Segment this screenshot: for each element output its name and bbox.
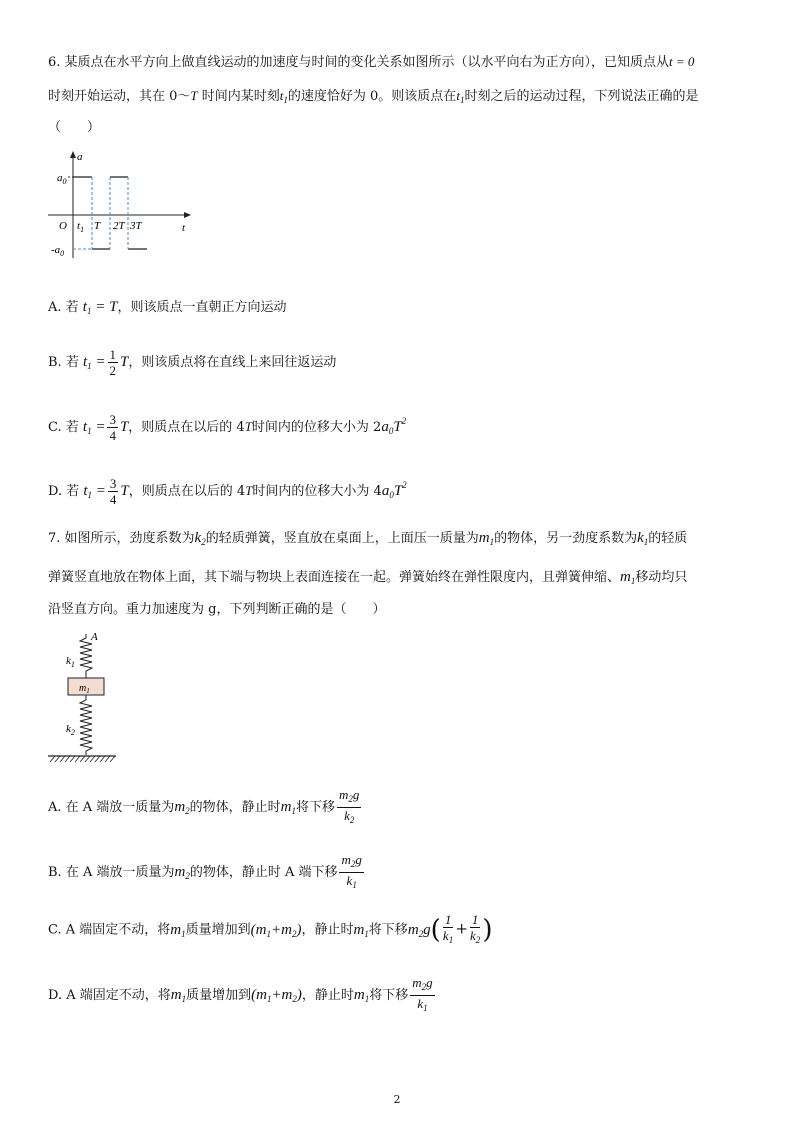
option-text: ，则该质点将在直线上来回往返运动 <box>128 355 337 370</box>
ground-hatch <box>50 756 115 762</box>
option-text: 时间内的位移大小为 4 <box>252 484 382 499</box>
fraction: $\frac{1}{2}$ <box>109 347 117 378</box>
math: $t_1$ = <box>83 483 106 500</box>
math-t1: $t_1$ <box>456 88 465 105</box>
math: T <box>245 483 253 498</box>
math: $m_1$ <box>280 799 297 816</box>
q7-text: 弹簧竖直地放在物体上面，其下端与物块上表面连接在一起。弹簧始终在弹性限度内，且弹簧伸缩、 <box>48 570 621 585</box>
fraction: $\frac{1}{k_1}$ <box>442 912 454 945</box>
q6-text: 6. 某质点在水平方向上做直线运动的加速度与时间的变化关系如图所示（以水平向右为正方向），已知质点从 <box>48 55 670 70</box>
label-neg-a0: $-a_0$ <box>51 244 65 258</box>
math: T <box>119 419 129 435</box>
q7-text: 7. 如图所示，劲度系数为 <box>48 531 195 546</box>
option-text: ，静止时 <box>301 988 354 1003</box>
q6-option-c[interactable] <box>48 411 406 443</box>
option-text: 质量增加到 <box>185 922 251 938</box>
math-m1: $m_1$ <box>478 530 495 547</box>
option-label: D. 若 <box>48 484 80 499</box>
math-m1: $m_1$ <box>620 569 636 586</box>
fraction: $\frac{m_2g}{k_1}$ <box>341 852 362 890</box>
option-text: D. A 端固定不动，将 <box>48 988 171 1003</box>
math-T: T <box>190 88 198 103</box>
paren-close: ) <box>482 915 493 945</box>
t-axis-arrow <box>184 212 191 218</box>
math: $m_2$ <box>174 799 190 816</box>
math-t-eq-0: t = 0 <box>669 54 695 69</box>
math: $t_1$ = <box>82 354 106 371</box>
option-text: ，则质点在以后的 4 <box>128 484 246 499</box>
label-t1: $t_1$ <box>77 220 85 234</box>
option-label: A. 若 <box>48 300 79 315</box>
option-text: ，静止时 <box>301 922 354 938</box>
option-text: 的物体，静止时 A 端下移 <box>189 865 338 880</box>
option-text: B. 在 A 端放一质量为 <box>48 865 175 880</box>
label-m1: $m_1$ <box>79 683 90 695</box>
math: $t_1$ = <box>82 419 106 436</box>
label-a0: $a_0$ <box>57 172 67 186</box>
origin-label: O <box>59 220 67 232</box>
option-text: A. 在 A 端放一质量为 <box>48 800 175 815</box>
q6-answer-paren: （ ） <box>48 120 101 135</box>
label-3T: 3T <box>130 220 142 232</box>
option-text: 的物体，静止时 <box>189 800 281 815</box>
option-text: 将下移 <box>296 800 336 815</box>
math: $(m_1+m_2)$ <box>251 987 302 1004</box>
label-T: T <box>94 220 101 232</box>
q7-option-c[interactable]: C. A 端固定不动，将$m_1$质量增加到$(m_1+m_2)$，静止时$m_1$将下移$m_2g$( $\frac{1}{k_1}$ + $\frac{1}{k_2}$ ) <box>48 912 493 948</box>
acceleration-time-graph <box>44 148 204 264</box>
q7-option-a[interactable] <box>48 787 363 828</box>
spring-mass-figure <box>44 628 128 764</box>
label-A: A <box>91 631 98 643</box>
q6-option-b[interactable] <box>48 347 336 378</box>
math: $m_1$ <box>170 921 186 939</box>
q6-option-d[interactable] <box>48 475 407 507</box>
fraction: $\frac{1}{k_2}$ <box>470 912 481 945</box>
q6-text: 时刻之后的运动过程，下列说法正确的是 <box>464 89 699 104</box>
math: $a_0T^2$ <box>381 480 407 500</box>
q7-text: 的轻质 <box>648 531 688 546</box>
math: T <box>244 419 252 434</box>
math: T <box>120 483 129 499</box>
fraction: $\frac{3}{4}$ <box>109 476 117 507</box>
q6-line-2 <box>48 86 698 110</box>
option-text: 将下移 <box>368 922 408 938</box>
math: $m_1$ <box>353 921 369 939</box>
math: $t_1 = T$ <box>82 299 118 316</box>
math: T <box>120 354 129 370</box>
label-2T: 2T <box>113 220 125 232</box>
math: $m_2$ <box>174 864 190 881</box>
fraction: $\frac{3}{4}$ <box>109 412 116 443</box>
q7-line-2 <box>48 567 687 591</box>
option-text: 时间内的位移大小为 2 <box>251 420 382 435</box>
q7-text: 移动均只 <box>635 570 688 585</box>
q6-text: 时间内某时刻 <box>197 89 280 104</box>
q6-text: 时刻开始运动，其在 0～ <box>48 89 191 104</box>
math: $m_2g$ <box>407 921 431 939</box>
option-label: C. 若 <box>48 420 79 435</box>
q7-line-3: 沿竖直方向。重力加速度为 g，下列判断正确的是（ ） <box>48 602 386 617</box>
q7-text: 的轻质弹簧，竖直放在桌面上，上面压一质量为 <box>205 531 479 546</box>
math-k2: $k_2$ <box>194 530 206 547</box>
label-k1: $k_1$ <box>66 655 75 669</box>
math: $m_1$ <box>353 987 370 1004</box>
q7-option-d[interactable] <box>48 975 437 1016</box>
q6-line-1 <box>48 52 694 73</box>
math: $a_0T^2$ <box>381 416 407 436</box>
a-axis-arrow <box>70 151 76 158</box>
fraction: $\frac{m_2g}{k_2}$ <box>339 787 360 825</box>
q6-option-a[interactable] <box>48 297 286 321</box>
math-k1: $k_1$ <box>637 530 649 547</box>
q7-line-1 <box>48 528 687 552</box>
q7-option-b[interactable] <box>48 852 366 893</box>
axis-label-a: a <box>77 151 83 163</box>
option-text: ，则质点在以后的 4 <box>128 420 245 435</box>
math-t1: $t_1$ <box>279 88 288 105</box>
option-text: C. A 端固定不动，将 <box>48 922 171 938</box>
option-text: ，则该质点一直朝正方向运动 <box>117 300 287 315</box>
q7-text: 的物体，另一劲度系数为 <box>494 531 638 546</box>
option-text: 质量增加到 <box>186 988 252 1003</box>
spring-k2 <box>80 695 92 755</box>
fraction: $\frac{m_2g}{k_1}$ <box>412 975 433 1013</box>
axis-label-t: t <box>182 222 186 234</box>
label-k2: $k_2$ <box>66 723 75 737</box>
option-text: 将下移 <box>369 988 409 1003</box>
paren-open: ( <box>430 915 441 945</box>
option-label: B. 若 <box>48 355 79 370</box>
q6-text: 的速度恰好为 0。则该质点在 <box>287 89 457 104</box>
math: $m_1$ <box>170 987 187 1004</box>
math: $(m_1+m_2)$ <box>250 921 302 939</box>
page-number: 2 <box>393 1093 401 1106</box>
